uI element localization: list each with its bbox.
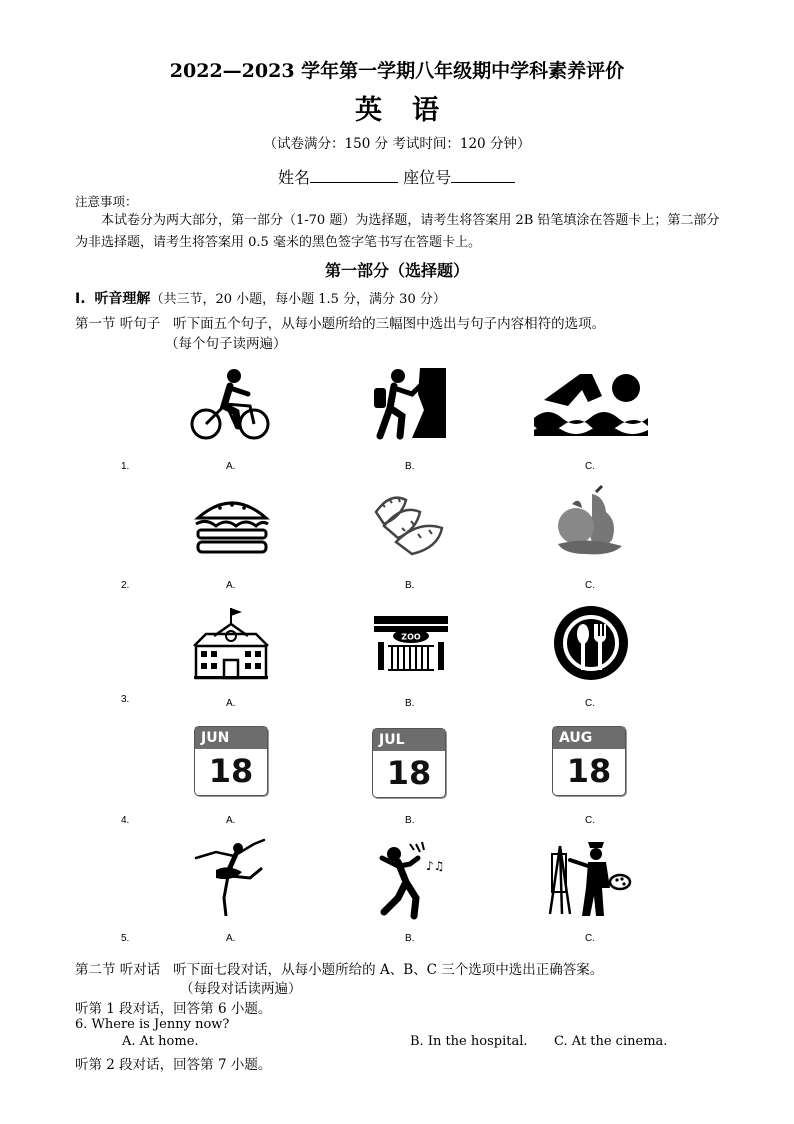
q6-option-c[interactable]: C. At the cinema. bbox=[554, 1034, 668, 1049]
q3-option-b[interactable]: B. bbox=[405, 698, 415, 709]
calendar-aug-icon bbox=[552, 726, 626, 796]
part1-title: 第一部分（选择题） bbox=[324, 261, 469, 280]
q1-option-a[interactable]: A. bbox=[226, 461, 236, 472]
sub2-heading bbox=[75, 958, 603, 978]
q4-option-a[interactable]: A. bbox=[226, 815, 236, 826]
q2-option-c[interactable]: C. bbox=[585, 580, 595, 591]
name-seat-row bbox=[278, 165, 515, 188]
calendar-month: JUN bbox=[195, 727, 267, 749]
q6-option-a[interactable]: A. At home. bbox=[122, 1034, 199, 1049]
section-listening bbox=[75, 288, 446, 308]
climbing-icon bbox=[372, 364, 450, 440]
section-num: I. bbox=[75, 291, 86, 307]
q2-option-a[interactable]: A. bbox=[226, 580, 236, 591]
calendar-day: 18 bbox=[566, 752, 612, 790]
q5-option-b[interactable]: B. bbox=[405, 933, 415, 944]
seat-blank[interactable] bbox=[451, 166, 515, 183]
q3-number: 3. bbox=[121, 694, 130, 705]
q5-option-a[interactable]: A. bbox=[226, 933, 236, 944]
notice-label: 注意事项： bbox=[75, 194, 138, 209]
calendar-day: 18 bbox=[386, 754, 432, 792]
dumplings-icon bbox=[372, 490, 452, 558]
singing-icon bbox=[376, 838, 445, 918]
sub1-heading bbox=[75, 312, 605, 332]
sub2-title: 第二节 听对话 bbox=[75, 962, 161, 978]
zoo-sign-text: ZOO bbox=[401, 632, 421, 642]
restaurant-icon bbox=[552, 604, 630, 682]
calendar-jul-icon bbox=[372, 728, 446, 798]
q6-question: 6. Where is Jenny now? bbox=[75, 1017, 230, 1032]
section-name: 听音理解 bbox=[94, 291, 151, 307]
sub1-desc: 听下面五个句子，从每小题所给的三幅图中选出与句子内容相符的选项。 bbox=[173, 316, 606, 332]
sub2-desc: 听下面七段对话，从每小题所给的 A、B、C 三个选项中选出正确答案。 bbox=[173, 962, 604, 978]
cycling-icon bbox=[190, 364, 272, 442]
seat-label: 座位号 bbox=[403, 168, 452, 187]
calendar-day: 18 bbox=[208, 752, 254, 790]
q2-option-b[interactable]: B. bbox=[405, 580, 415, 591]
notice-text: 本试卷分为两大部分，第一部分（1-70 题）为选择题，请考生将答案用 2B 铅笔填涂在答题卡上；第二部分为非选择题，请考生将答案用 0.5 毫米的黑色签字笔书写在答题卡上。 bbox=[75, 213, 720, 250]
ballet-icon bbox=[192, 838, 270, 918]
section-desc: （共三节，20 小题，每小题 1.5 分，满分 30 分） bbox=[150, 292, 446, 307]
dialog2-instruction: 听第 2 段对话，回答第 7 小题。 bbox=[75, 1057, 272, 1073]
exam-info: （试卷满分：150 分 考试时间：120 分钟） bbox=[263, 136, 531, 152]
zoo-icon bbox=[372, 614, 450, 672]
q4-option-c[interactable]: C. bbox=[585, 815, 595, 826]
hamburger-icon bbox=[192, 496, 272, 554]
q4-option-b[interactable]: B. bbox=[405, 815, 415, 826]
q1-option-b[interactable]: B. bbox=[405, 461, 415, 472]
calendar-jun-icon bbox=[194, 726, 268, 796]
subject-title: 英语 bbox=[355, 95, 469, 126]
q5-number: 5. bbox=[121, 933, 130, 944]
sub1-title: 第一节 听句子 bbox=[75, 316, 161, 332]
q1-number: 1. bbox=[121, 461, 130, 472]
fruit-icon bbox=[552, 486, 626, 558]
name-label: 姓名 bbox=[278, 168, 311, 187]
svg-text:♪♫: ♪♫ bbox=[426, 859, 445, 873]
name-blank[interactable] bbox=[310, 166, 398, 183]
exam-title: 2022—2023 学年第一学期八年级期中学科素养评价 bbox=[169, 60, 625, 82]
q4-number: 4. bbox=[121, 815, 130, 826]
sub2-note: （每段对话读两遍） bbox=[180, 981, 302, 997]
painting-icon bbox=[548, 840, 634, 918]
q2-number: 2. bbox=[121, 580, 130, 591]
q5-option-c[interactable]: C. bbox=[585, 933, 595, 944]
q1-option-c[interactable]: C. bbox=[585, 461, 595, 472]
sub1-note: （每个句子读两遍） bbox=[165, 336, 287, 352]
dialog1-instruction: 听第 1 段对话，回答第 6 小题。 bbox=[75, 1001, 272, 1017]
q6-option-b[interactable]: B. In the hospital. bbox=[410, 1034, 528, 1049]
calendar-month: AUG bbox=[553, 727, 625, 749]
q3-option-c[interactable]: C. bbox=[585, 698, 595, 709]
calendar-month: JUL bbox=[373, 729, 445, 751]
school-icon bbox=[192, 606, 270, 680]
swimming-icon bbox=[530, 366, 652, 436]
q3-option-a[interactable]: A. bbox=[226, 698, 236, 709]
